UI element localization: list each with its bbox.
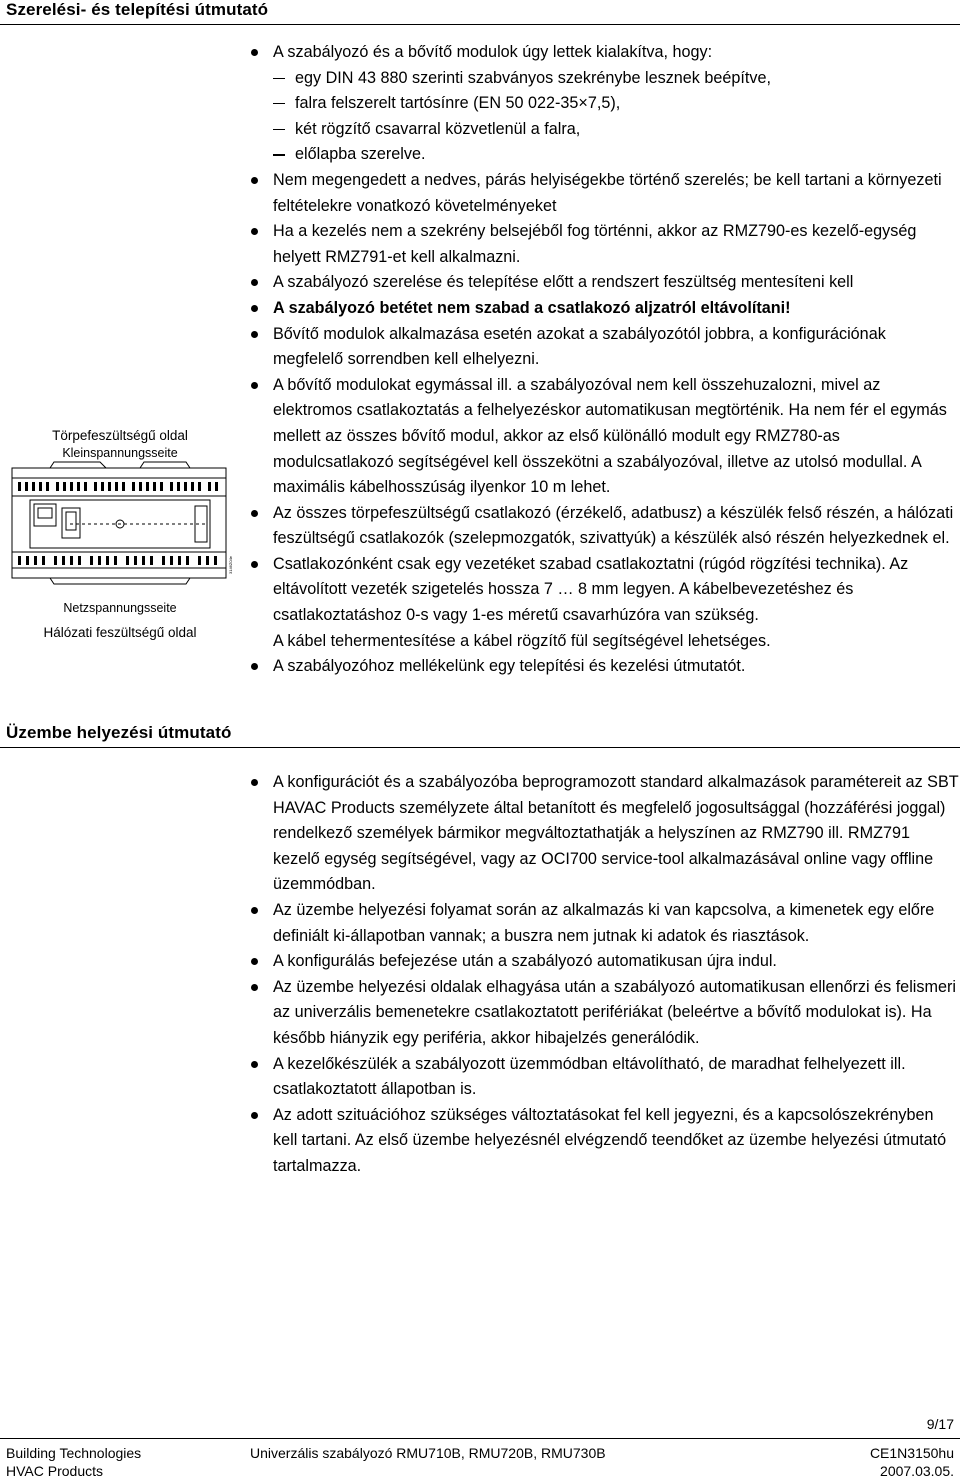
install-bullet: Bővítő modulok alkalmazása esetén azokat a szabályozótól jobbra, a konfigurációnak megfelelő sorrendben kell elhelyezni. bbox=[250, 322, 960, 373]
bullet-icon bbox=[251, 279, 258, 286]
dash-icon bbox=[273, 103, 285, 104]
dash-icon bbox=[273, 129, 285, 130]
footer-date: 2007.03.05. bbox=[880, 1463, 954, 1479]
commissioning-title: Üzembe helyezési útmutató bbox=[6, 723, 232, 742]
commissioning-bullet: Az üzembe helyezési oldalak elhagyása után a szabályozó automatikusan ellenőrzi és felismeri az univerzális bemenetekre csatlakoztatott perifériákat (beleértve a bővítő modulokat is). Ha később hiányzik egy periféria, akkor hibajelzés generálódik. bbox=[250, 975, 960, 1052]
diagram-top-label-hu: Törpefeszültségű oldal bbox=[52, 428, 188, 443]
diagram-bottom-label-de: Netzspannungsseite bbox=[63, 601, 177, 615]
install-bullet: Nem megengedett a nedves, párás helyiségekbe történő szerelés; be kell tartani a környezeti feltételekre vonatkozó követelményeket bbox=[250, 168, 960, 219]
bullet-icon bbox=[251, 958, 258, 965]
bullet-icon bbox=[251, 779, 258, 786]
bullet-icon bbox=[251, 305, 258, 312]
install-intro-item bbox=[250, 40, 960, 168]
dash-icon bbox=[273, 154, 285, 155]
footer-rule bbox=[0, 1438, 960, 1439]
commissioning-bullet: Az üzembe helyezési folyamat során az alkalmazás ki van kapcsolva, a kimenetek egy előre definiált ki-állapotban vannak; a buszra nem jutnak ki adatok és riasztások. bbox=[250, 898, 960, 949]
commissioning-bullet: A konfigurációt és a szabályozóba beprogramozott standard alkalmazások paramétereit az SBT HAVAC Products személyzete által betanított és megfelelő jogosultsággal (hozzáférési joggal) rendelkező személyek bármikor megváltoztathatják a helyszínen az RMZ790 ill. RMZ791 kezelő egység segítségével, vagy az OCI700 service-tool alkalmazásával online vagy offline üzemmódban. bbox=[250, 770, 960, 898]
install-bullet: Csatlakozónként csak egy vezetéket szabad csatlakoztatni (rúgód rögzítési technika). Az eltávolított vezeték szigetelés hossza 7 … 8 mm legyen. A kábelbevezetéshez és csatlakoztatáshoz 0-s vagy 1-es méretű csavarhúzóra van szükség. A kábel tehermentesítése a kábel rögzítő fül segítségével lehetséges. bbox=[250, 552, 960, 654]
footer-doc-number: CE1N3150hu bbox=[869, 1445, 954, 1461]
bullet-icon bbox=[251, 663, 258, 670]
diagram-top-label-de: Kleinspannungsseite bbox=[62, 446, 178, 460]
commissioning-bullet: A kezelőkészülék a szabályozott üzemmódban eltávolítható, de maradhat felhelyezett ill. csatlakoztatott állapotban is. bbox=[250, 1052, 960, 1103]
bullet-icon bbox=[251, 177, 258, 184]
bullet-icon bbox=[251, 510, 258, 517]
install-bullet: A szabályozóhoz mellékelünk egy telepítési és kezelési útmutatót. bbox=[250, 654, 960, 680]
bullet-icon bbox=[251, 331, 258, 338]
commissioning-section bbox=[250, 770, 960, 1180]
install-sub-item: egy DIN 43 880 szerinti szabványos szekrénybe lesznek beépítve, bbox=[273, 66, 960, 92]
commissioning-bullet: Az adott szituációhoz szükséges változtatásokat fel kell jegyezni, és a kapcsolószekrényben kell tartani. Az első üzembe helyezésnél elvégzendő teendőket az üzembe helyezési útmutató tartalmazza. bbox=[250, 1103, 960, 1180]
commissioning-rule bbox=[0, 747, 960, 748]
bullet-icon bbox=[251, 382, 258, 389]
install-bullet: Ha a kezelés nem a szekrény belsejéből fog történni, akkor az RMZ790-es kezelő-egység helyett RMZ791-et kell alkalmazni. bbox=[250, 219, 960, 270]
bullet-icon bbox=[251, 1061, 258, 1068]
bullet-icon bbox=[251, 907, 258, 914]
install-sub-item: két rögzítő csavarral közvetlenül a falra, bbox=[273, 117, 960, 143]
install-extra-line: A kábel tehermentesítése a kábel rögzítő fül segítségével lehetséges. bbox=[273, 631, 771, 650]
bullet-icon bbox=[251, 561, 258, 568]
bullet-icon bbox=[251, 1112, 258, 1119]
install-sub-item: előlapba szerelve. bbox=[273, 142, 960, 168]
diagram-drawing-code: 3146Z04e bbox=[228, 555, 233, 574]
dash-icon bbox=[273, 78, 285, 79]
header-rule bbox=[0, 24, 960, 25]
installation-section bbox=[250, 40, 960, 680]
page-header-title: Szerelési- és telepítési útmutató bbox=[6, 0, 269, 19]
install-bullet: A szabályozó szerelése és telepítése előtt a rendszert feszültség mentesíteni kell bbox=[250, 270, 960, 296]
bullet-icon bbox=[251, 228, 258, 235]
install-bullet: Az összes törpefeszültségű csatlakozó (érzékelő, adatbusz) a készülék felső részén, a hálózati feszültségű csatlakozók (szelepmozgatók, szivattyúk) a készülék alsó részén helyezkednek el. bbox=[250, 501, 960, 552]
footer-company-line2: HVAC Products bbox=[6, 1463, 103, 1479]
controller-device-diagram bbox=[10, 456, 235, 591]
install-sub-item: falra felszerelt tartósínre (EN 50 022-35×7,5), bbox=[273, 91, 960, 117]
page-number: 9/17 bbox=[926, 1416, 954, 1432]
footer-company bbox=[6, 1444, 141, 1480]
bullet-icon bbox=[251, 49, 258, 56]
commissioning-bullet: A konfigurálás befejezése után a szabályozó automatikusan újra indul. bbox=[250, 949, 960, 975]
bullet-icon bbox=[251, 984, 258, 991]
footer-doc-info bbox=[870, 1444, 954, 1480]
diagram-bottom-label-hu: Hálózati feszültségű oldal bbox=[43, 625, 197, 640]
install-bullet-warning: A szabályozó betétet nem szabad a csatlakozó aljzatról eltávolítani! bbox=[250, 296, 960, 322]
footer-company-line1: Building Technologies bbox=[6, 1445, 142, 1461]
install-bullet: A bővítő modulokat egymással ill. a szabályozóval nem kell összehuzalozni, mivel az elektromos csatlakoztatás a felhelyezéskor automatikusan megtörténik. Ha nem fér el egymás mellett az összes bővítő modul, akkor az első különálló modult egy RMZ780-as modulcsatlakozó segítségével kell összekötni a szabályozóval, illetve az utolsó modullal. A maximális kábelhosszúság ilyenkor 10 m lehet. bbox=[250, 373, 960, 501]
footer-product: Univerzális szabályozó RMU710B, RMU720B, RMU730B bbox=[250, 1445, 606, 1461]
install-intro-text: A szabályozó és a bővítő modulok úgy lettek kialakítva, hogy: bbox=[273, 43, 713, 61]
